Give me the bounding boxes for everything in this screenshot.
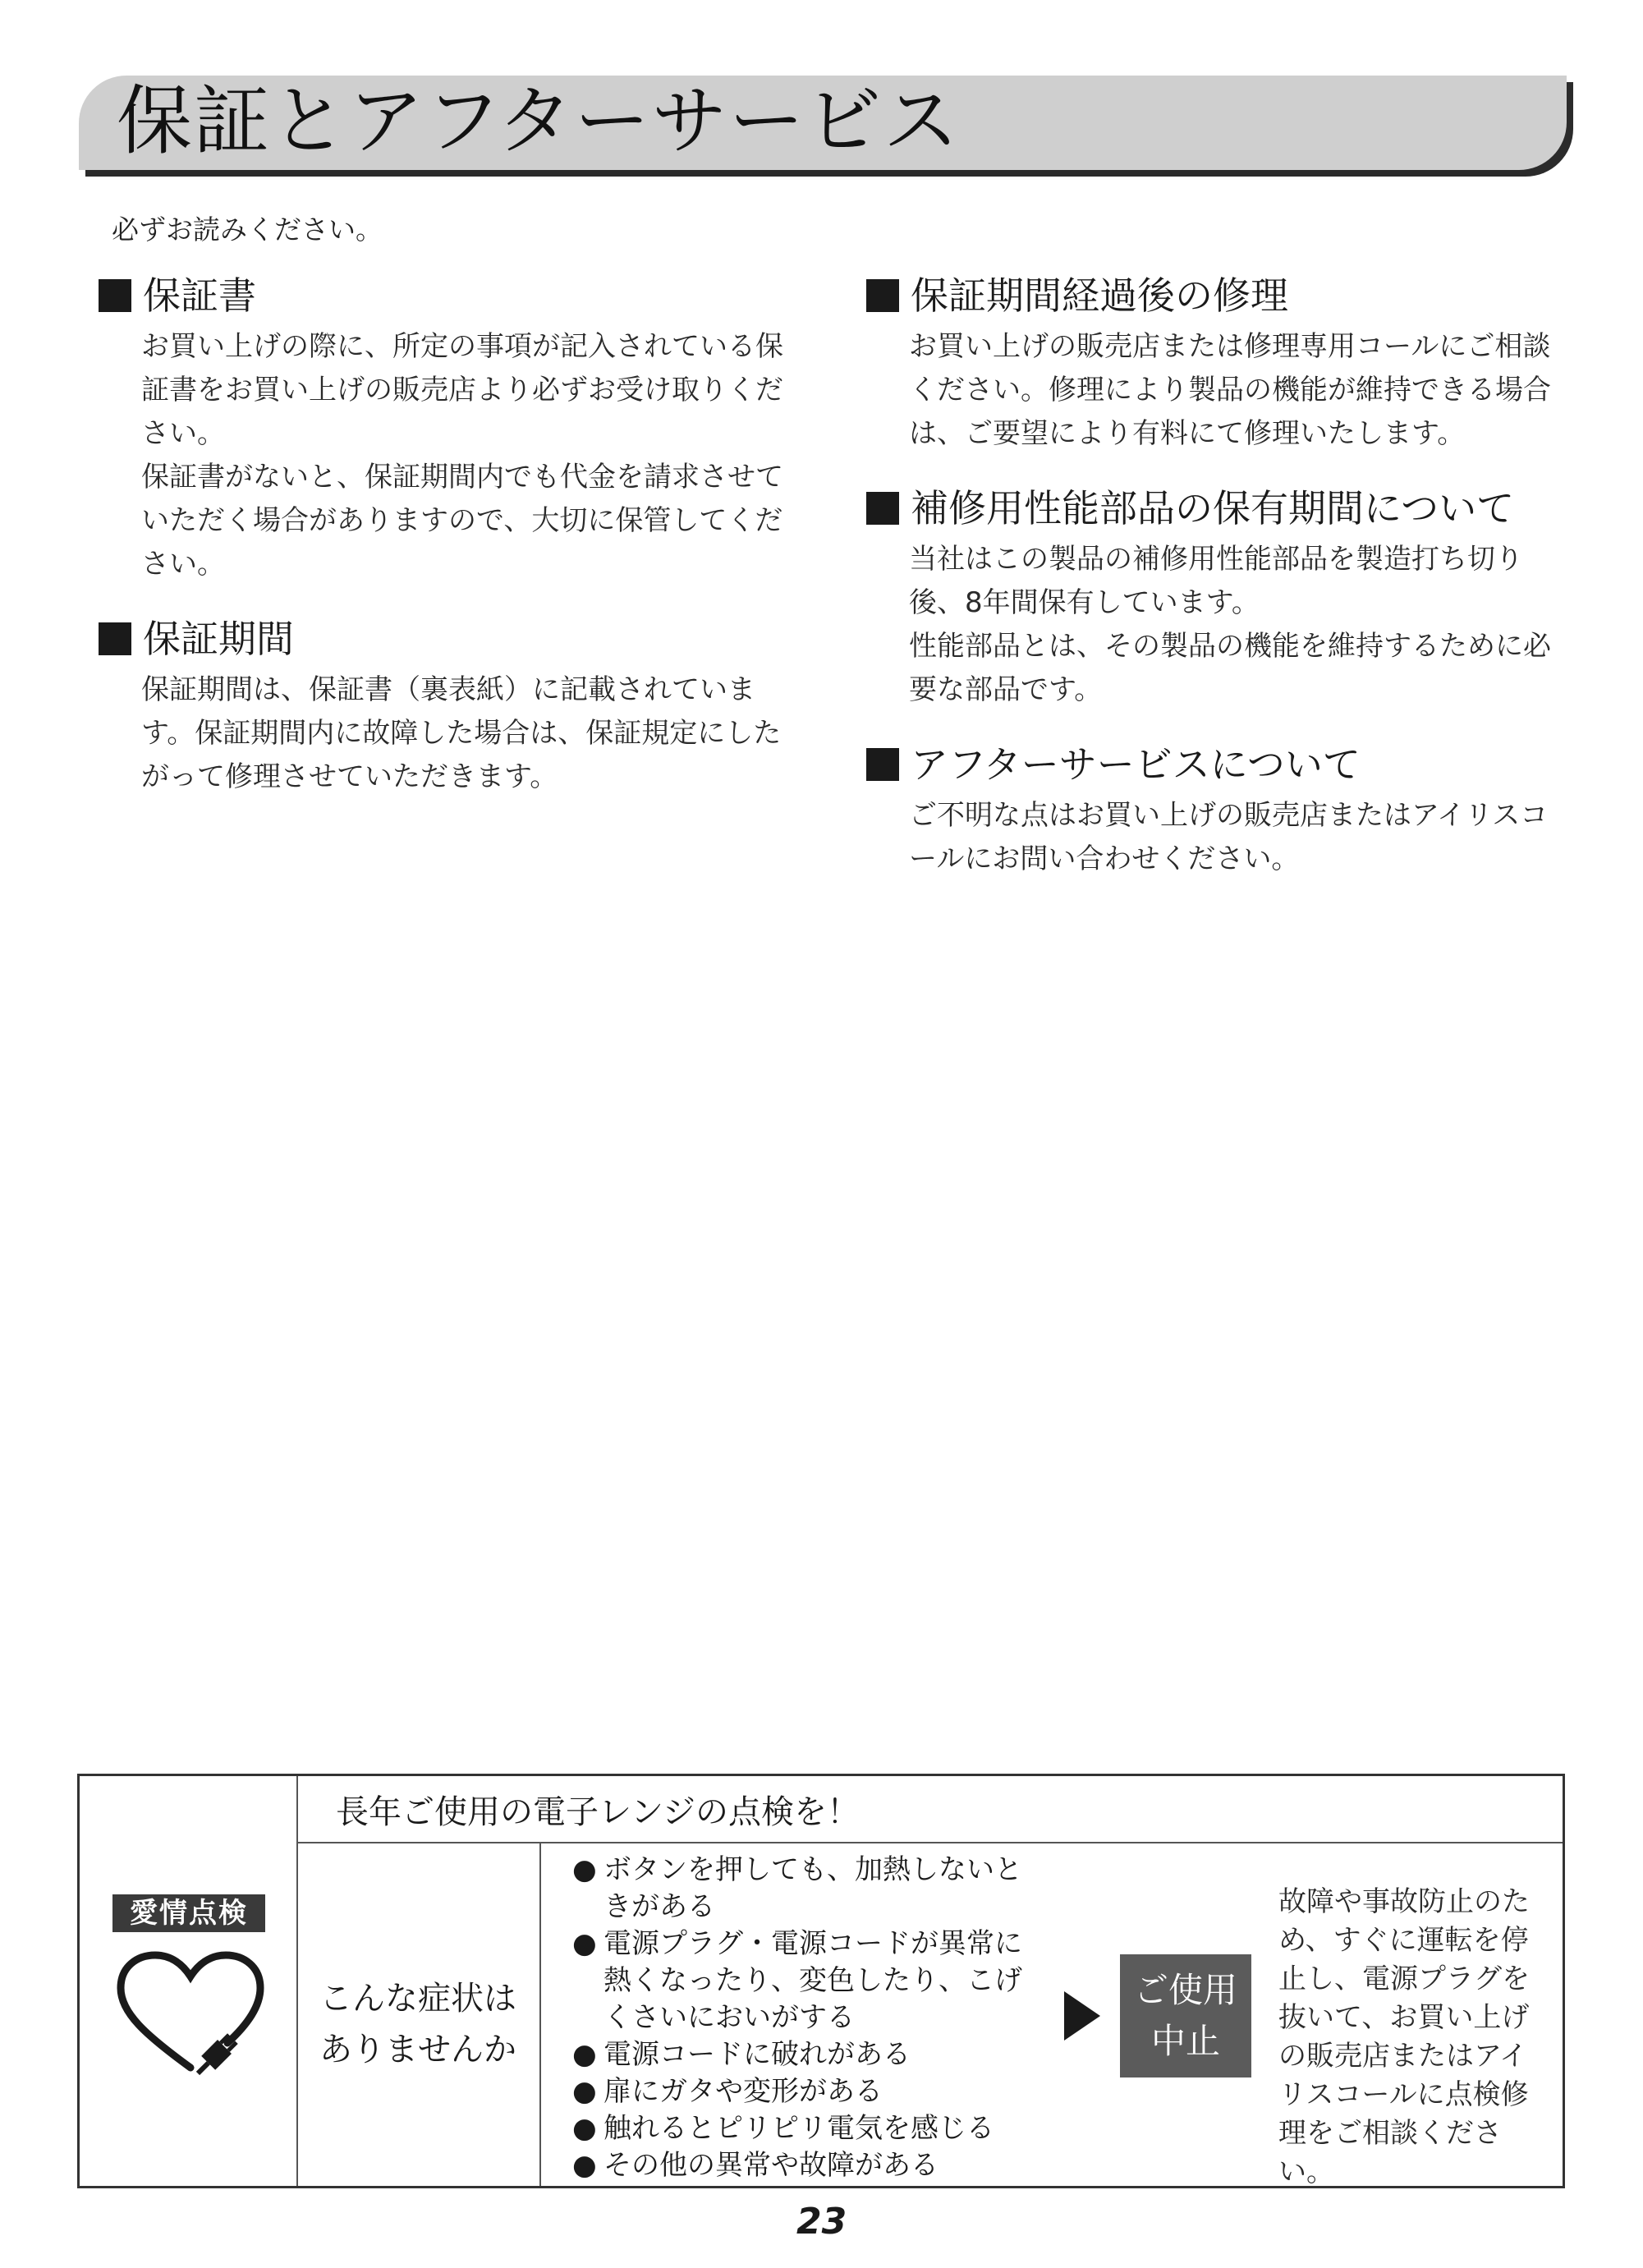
section-heading: 保証期間経過後の修理: [866, 271, 1564, 320]
symptom-list: [572, 1852, 1049, 2184]
section-heading: 保証期間: [99, 614, 796, 663]
divider: [539, 1842, 541, 2186]
advice-text: 故障や事故防止のた め、すぐに運転を停 止し、電源プラグを 抜いて、お買い上げ の販売店またはアイ リスコールに点検修 理をご相談ください。: [1278, 1885, 1530, 2188]
divider: [296, 1842, 1563, 1843]
section-body: ご不明な点はお買い上げの販売店またはアイリスコールにお問い合わせください。: [909, 799, 1549, 875]
page-number: 23: [796, 2201, 847, 2243]
divider: [296, 1776, 298, 2186]
square-bullet-icon: [99, 622, 131, 655]
section-parts-retention: [866, 484, 1564, 712]
section-body: お買い上げの際に、所定の事項が記入されている保証書をお買い上げの販売店より必ずお受け取りください。 保証書がないと、保証期間内でも代金を請求させていただく場合がありますので、大切に保管してください。: [141, 330, 783, 581]
heart-plug-icon: [112, 1949, 268, 2080]
stop-use-label: ご使用 中止: [1120, 1954, 1251, 2077]
list-item: ● 電源プラグ・電源コードが異常に熱くなったり、変色したり、こげくさいにおいがする: [572, 1926, 1049, 2036]
list-item: ● 電源コードに破れがある: [572, 2036, 1049, 2073]
symptom-question: こんな症状は ありませんか: [319, 1980, 516, 2068]
section-heading: アフターサービスについて: [866, 740, 1564, 789]
section-body: お買い上げの販売店または修理専用コールにご相談ください。修理により製品の機能が維持できる場合は、ご要望により有料にて修理いたします。: [909, 330, 1551, 450]
list-item: ● 触れるとピリピリ電気を感じる: [572, 2110, 1049, 2147]
square-bullet-icon: [866, 279, 899, 312]
section-heading: 保証書: [99, 271, 796, 320]
safety-check-box: [77, 1774, 1565, 2188]
read-note: 必ずお読みください。: [112, 213, 383, 246]
page-title: 保証とアフターサービス: [117, 77, 961, 165]
section-warranty-card: [99, 271, 796, 586]
arrow-right-icon: [1064, 1991, 1100, 2041]
list-item: ● その他の異常や故障がある: [572, 2147, 1049, 2184]
section-heading: 補修用性能部品の保有期間について: [866, 484, 1564, 533]
care-check-badge: 愛情点検: [112, 1894, 265, 1932]
section-warranty-period: [99, 614, 796, 799]
square-bullet-icon: [99, 279, 131, 312]
left-column: [99, 271, 796, 827]
check-title: 長年ご使用の電子レンジの点検を！: [336, 1793, 860, 1831]
right-column: [866, 271, 1564, 909]
square-bullet-icon: [866, 748, 899, 781]
square-bullet-icon: [866, 492, 899, 525]
section-post-warranty-repair: [866, 271, 1564, 456]
section-after-service: [866, 740, 1564, 881]
section-body: 当社はこの製品の補修用性能部品を製造打ち切り後、8年間保有しています。 性能部品とは、その製品の機能を維持するために必要な部品です。: [909, 543, 1551, 706]
list-item: ● 扉にガタや変形がある: [572, 2073, 1049, 2110]
list-item: ● ボタンを押しても、加熱しないときがある: [572, 1852, 1049, 1926]
section-body: 保証期間は、保証書（裏表紙）に記載されています。保証期間内に故障した場合は、保証規定にしたがって修理させていただきます。: [141, 673, 782, 793]
